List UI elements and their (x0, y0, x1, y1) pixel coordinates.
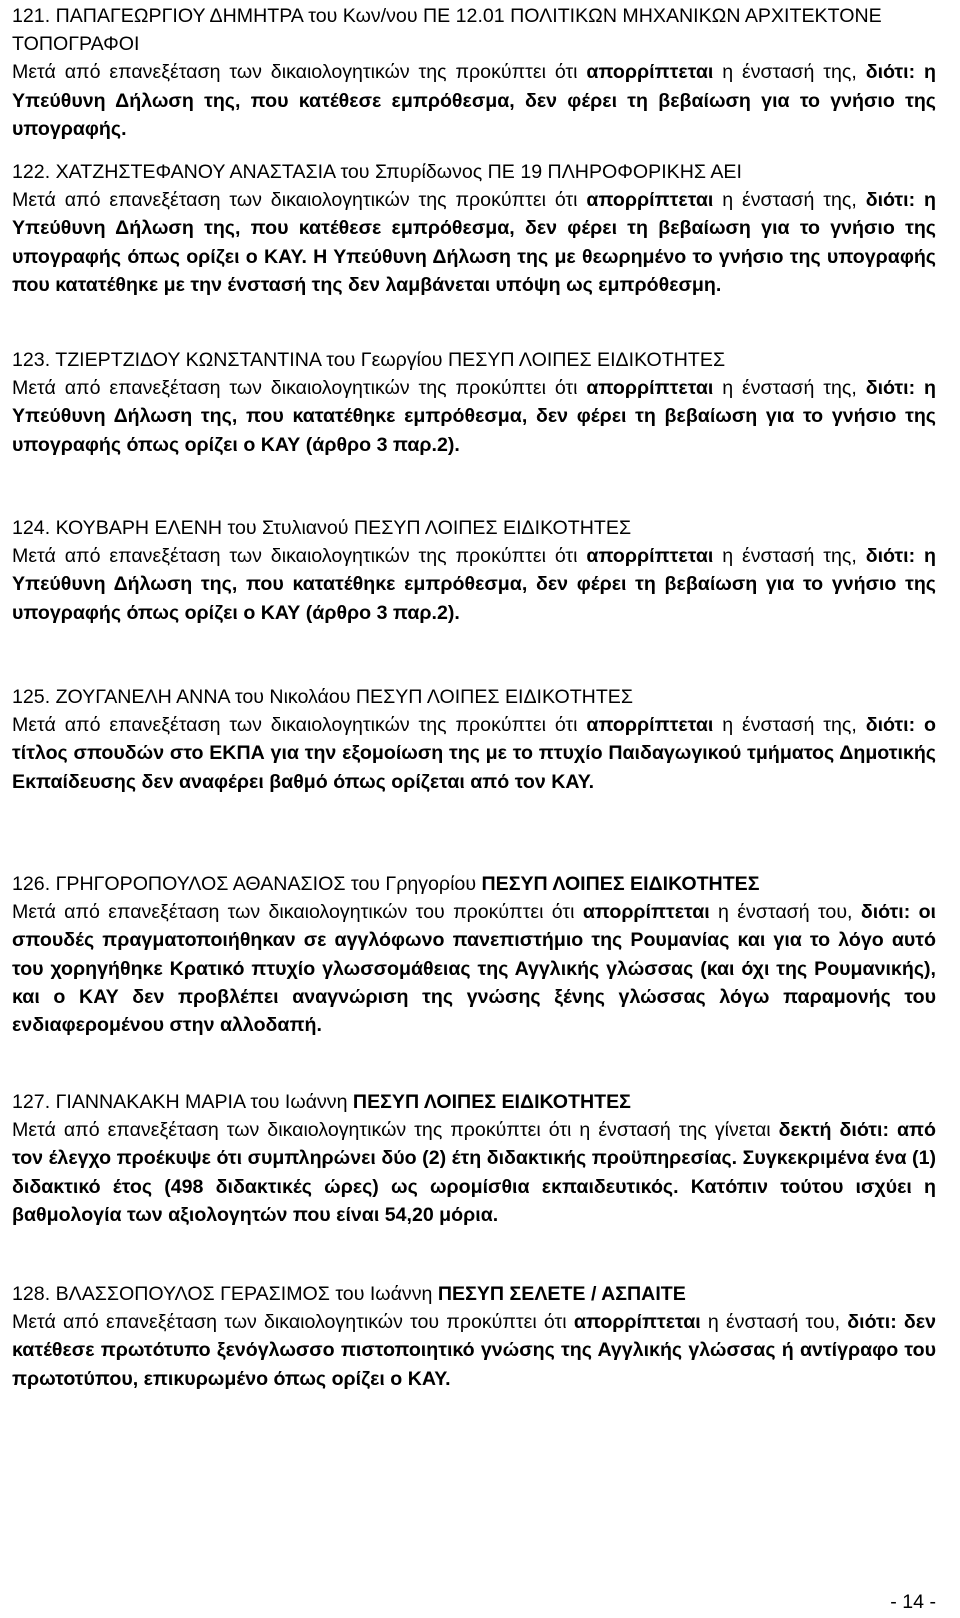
verdict-badge: απορρίπτεται (586, 61, 714, 84)
entry-127 (12, 1088, 936, 1229)
entry-body: Μετά από επανεξέταση των δικαιολογητικών της προκύπτει ότι απορρίπτεται η ένστασή της, διότι: ο τίτλος σπουδών στο ΕΚΠΑ για την εξομοίωση της με το πτυχίο Παιδαγωγικού τμήματος Δημοτικής Εκπαίδευσης δεν αναφέρει βαθμό όπως ορίζεται από τον ΚΑΥ. (12, 714, 937, 793)
entry-122 (12, 158, 936, 299)
entry-heading: 124. ΚΟΥΒΑΡΗ ΕΛΕΝΗ του Στυλιανού ΠΕΣΥΠ ΛΟΙΠΕΣ ΕΙΔΙΚΟΤΗΤΕΣ (12, 517, 632, 539)
entry-heading: 121. ΠΑΠΑΓΕΩΡΓΙΟΥ ΔΗΜΗΤΡΑ του Κων/νου ΠΕ 12.01 ΠΟΛΙΤΙΚΩΝ ΜΗΧΑΝΙΚΩΝ ΑΡΧΙΤΕΚΤΟΝΕ ΤΟΠΟΓΡΑΦΟΙ (12, 5, 882, 56)
entry-123 (12, 346, 936, 459)
entry-body: Μετά από επανεξέταση των δικαιολογητικών του προκύπτει ότι απορρίπτεται η ένστασή του, διότι: δεν κατέθεσε πρωτότυπο ξενόγλωσσο πιστοποιητικό γνώσης της Αγγλικής γλώσσας ή αντίγραφο του πρωτοτύπου, επικυρωμένο όπως ορίζει ο ΚΑΥ. (12, 1311, 936, 1390)
entry-body: Μετά από επανεξέταση των δικαιολογητικών της προκύπτει ότι απορρίπτεται η ένστασή της, διότι: η Υπεύθυνη Δήλωση της, που κατέθεσε εμπρόθεσμα, δεν φέρει τη βεβαίωση για το γνήσιο της υπογραφής. (12, 61, 937, 140)
entry-body: Μετά από επανεξέταση των δικαιολογητικών της προκύπτει ότι απορρίπτεται η ένστασή της, διότι: η Υπεύθυνη Δήλωση της, που κατατέθηκε εμπρόθεσμα, δεν φέρει τη βεβαίωση για το γνήσιο της υπογραφής όπως ορίζει ο ΚΑΥ (άρθρο 3 παρ.2). (12, 545, 937, 624)
entry-126 (12, 870, 936, 1039)
entry-body: Μετά από επανεξέταση των δικαιολογητικών του προκύπτει ότι απορρίπτεται η ένστασή του, διότι: οι σπουδές πραγματοποιήθηκαν σε αγγλόφωνο πανεπιστήμιο της Ρουμανίας και για το λόγο αυτό του χορηγήθηκε Κρατικό πτυχίο γλωσσομάθειας της Αγγλικής γλώσσας (και όχι της Ρουμανικής), και ο ΚΑΥ δεν προβλέπει αναγνώριση της γνώσης ξένης γλώσσας λόγω παραμονής του ενδιαφερομένου στην αλλοδαπή. (12, 901, 936, 1037)
entry-heading: 122. ΧΑΤΖΗΣΤΕΦΑΝΟΥ ΑΝΑΣΤΑΣΙΑ του Σπυρίδωνος ΠΕ 19 ΠΛΗΡΟΦΟΡΙΚΗΣ ΑΕΙ (12, 161, 742, 183)
verdict-badge: απορρίπτεται (586, 377, 714, 400)
verdict-badge: απορρίπτεται (586, 189, 714, 212)
entry-heading: 128. ΒΛΑΣΣΟΠΟΥΛΟΣ ΓΕΡΑΣΙΜΟΣ του Ιωάννη ΠΕΣΥΠ ΣΕΛΕΤΕ / ΑΣΠΑΙΤΕ (12, 1283, 686, 1305)
verdict-badge: δεκτή (778, 1119, 832, 1142)
entry-heading: 127. ΓΙΑΝΝΑΚΑΚΗ ΜΑΡΙΑ του Ιωάννη ΠΕΣΥΠ ΛΟΙΠΕΣ ΕΙΔΙΚΟΤΗΤΕΣ (12, 1091, 631, 1113)
entry-heading: 125. ΖΟΥΓΑΝΕΛΗ ΑΝΝΑ του Νικολάου ΠΕΣΥΠ ΛΟΙΠΕΣ ΕΙΔΙΚΟΤΗΤΕΣ (12, 686, 633, 708)
entry-128 (12, 1280, 936, 1393)
entry-body: Μετά από επανεξέταση των δικαιολογητικών της προκύπτει ότι απορρίπτεται η ένστασή της, διότι: η Υπεύθυνη Δήλωση της, που κατατέθηκε εμπρόθεσμα, δεν φέρει τη βεβαίωση για το γνήσιο της υπογραφής όπως ορίζει ο ΚΑΥ (άρθρο 3 παρ.2). (12, 377, 937, 456)
entry-body: Μετά από επανεξέταση των δικαιολογητικών της προκύπτει ότι η ένστασή της γίνεται δεκτή διότι: από τον έλεγχο προέκυψε ότι συμπληρώνει δύο (2) έτη διδακτικής προϋπηρεσίας. Συγκεκριμένα ένα (1) διδακτικό έτος (498 διδακτικές ώρες) ως ωρομίσθια εκπαιδευτικός. Κατόπιν τούτου ισχύει η βαθμολογία των αξιολογητών που είναι 54,20 μόρια. (12, 1119, 937, 1226)
verdict-badge: απορρίπτεται (586, 545, 714, 568)
entry-body: Μετά από επανεξέταση των δικαιολογητικών της προκύπτει ότι απορρίπτεται η ένστασή της, διότι: η Υπεύθυνη Δήλωση της, που κατέθεσε εμπρόθεσμα, δεν φέρει τη βεβαίωση για το γνήσιο της υπογραφής όπως ορίζει ο ΚΑΥ. Η Υπεύθυνη Δήλωση της με θεωρημένο το γνήσιο της υπογραφής που κατατέθηκε με την ένστασή της δεν λαμβάνεται υπόψη ως εμπρόθεσμη. (12, 189, 937, 296)
entry-124 (12, 514, 936, 627)
verdict-badge: απορρίπτεται (586, 714, 714, 737)
entry-125 (12, 683, 936, 796)
verdict-badge: απορρίπτεται (573, 1311, 701, 1334)
entry-heading: 126. ΓΡΗΓΟΡΟΠΟΥΛΟΣ ΑΘΑΝΑΣΙΟΣ του Γρηγορίου ΠΕΣΥΠ ΛΟΙΠΕΣ ΕΙΔΙΚΟΤΗΤΕΣ (12, 873, 760, 895)
entry-heading: 123. ΤΖΙΕΡΤΖΙΔΟΥ ΚΩΝΣΤΑΝΤΙΝΑ του Γεωργίου ΠΕΣΥΠ ΛΟΙΠΕΣ ΕΙΔΙΚΟΤΗΤΕΣ (12, 349, 726, 371)
entry-121 (12, 2, 936, 143)
page-number: - 14 - (890, 1591, 936, 1613)
verdict-badge: απορρίπτεται (582, 901, 710, 924)
